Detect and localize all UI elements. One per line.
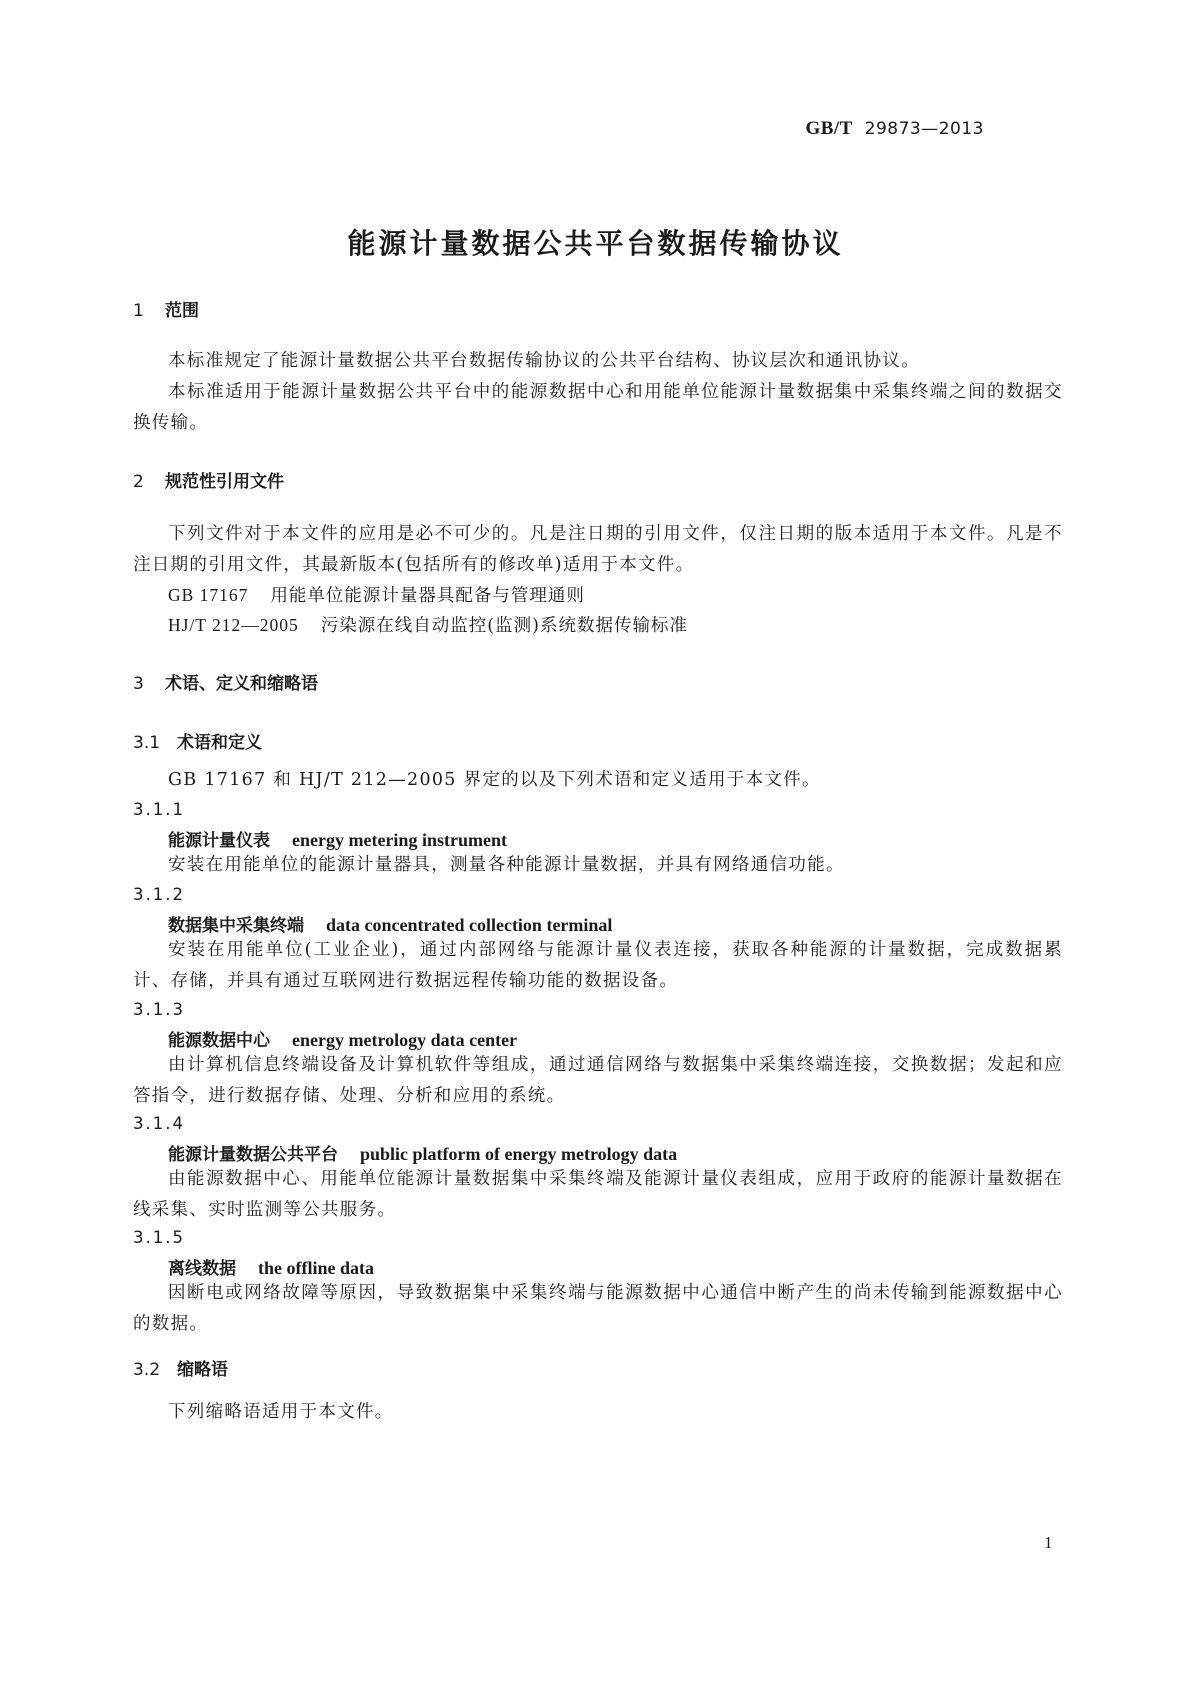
standard-number: 29873—2013 [864,119,984,139]
term-number: 3.1.5 [133,1228,185,1247]
standard-code [805,118,984,140]
reference-item: GB 17167 用能单位能源计量器具配备与管理通则 [168,585,585,606]
section-2-heading: 2 规范性引用文件 [133,472,284,492]
section-2-intro: 下列文件对于本文件的应用是必不可少的。凡是注日期的引用文件，仅注日期的版本适用于本文件。凡是不注日期的引用文件，其最新版本(包括所有的修改单)适用于本文件。 [133,524,1063,575]
section-3-1-intro: GB 17167 和 HJ/T 212—2005 界定的以及下列术语和定义适用于本文件。 [168,770,821,790]
section-1-paragraph-1: 本标准规定了能源计量数据公共平台数据传输协议的公共平台结构、协议层次和通讯协议。 [168,351,920,371]
term-definition: 由能源数据中心、用能单位能源计量数据集中采集终端及能源计量仪表组成，应用于政府的能源计量数据在线采集、实时监测等公共服务。 [133,1169,1063,1220]
term-heading: 离线数据 the offline data [168,1258,374,1279]
term-definition: 由计算机信息终端设备及计算机软件等组成，通过通信网络与数据集中采集终端连接，交换数据；发起和应答指令，进行数据存储、处理、分析和应用的系统。 [133,1055,1063,1106]
document-title: 能源计量数据公共平台数据传输协议 [347,227,844,260]
term-definition: 因断电或网络故障等原因，导致数据集中采集终端与能源数据中心通信中断产生的尚未传输到能源数据中心的数据。 [133,1283,1063,1334]
section-3-1-heading: 3.1 术语和定义 [133,733,262,753]
term-definition: 安装在用能单位的能源计量器具，测量各种能源计量数据，并具有网络通信功能。 [168,855,845,875]
section-3-2-heading: 3.2 缩略语 [133,1360,228,1380]
section-1-heading: 1 范围 [133,301,199,321]
term-heading: 能源计量仪表 energy metering instrument [168,830,507,851]
term-number: 3.1.2 [133,885,185,904]
section-1-paragraph-2: 本标准适用于能源计量数据公共平台中的能源数据中心和用能单位能源计量数据集中采集终端之间的数据交换传输。 [133,382,1063,433]
reference-item: HJ/T 212—2005 污染源在线自动监控(监测)系统数据传输标准 [168,615,688,636]
term-heading: 能源数据中心 energy metrology data center [168,1030,518,1051]
section-3-heading: 3 术语、定义和缩略语 [133,674,318,694]
term-definition: 安装在用能单位(工业企业)，通过内部网络与能源计量仪表连接，获取各种能源的计量数据，完成数据累计、存储，并具有通过互联网进行数据远程传输功能的数据设备。 [133,940,1063,991]
term-number: 3.1.4 [133,1114,185,1133]
page-number: 1 [1044,1533,1053,1552]
standard-prefix: GB/T [805,118,853,139]
term-heading: 数据集中采集终端 data concentrated collection terminal [168,915,613,936]
term-number: 3.1.3 [133,1000,185,1019]
section-3-2-intro: 下列缩略语适用于本文件。 [168,1402,394,1422]
term-heading: 能源计量数据公共平台 public platform of energy metrology data [168,1144,678,1165]
term-number: 3.1.1 [133,800,185,819]
